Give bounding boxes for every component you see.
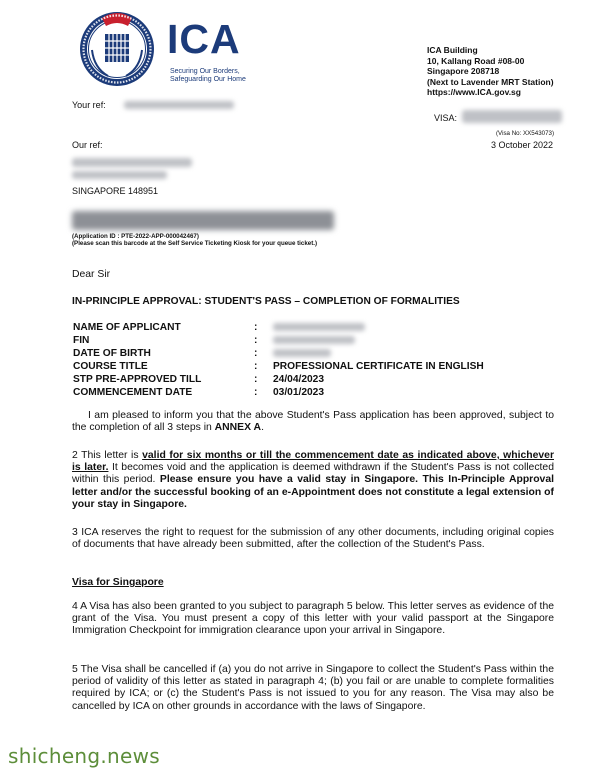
your-ref-label: Your ref:: [72, 100, 106, 110]
detail-value: [273, 321, 484, 334]
letter-subject: IN-PRINCIPLE APPROVAL: STUDENT'S PASS – COMPLETION OF FORMALITIES: [72, 296, 460, 307]
detail-label: FIN: [73, 335, 90, 346]
detail-label: DATE OF BIRTH: [73, 348, 151, 359]
detail-value: [273, 347, 484, 360]
visa-label: VISA:: [434, 113, 458, 123]
detail-label: NAME OF APPLICANT: [73, 322, 181, 333]
paragraph-1: [72, 410, 554, 434]
redacted-dob: [273, 349, 331, 357]
redacted-name: [273, 323, 365, 331]
applicant-details-table: [73, 321, 484, 399]
detail-colon: :: [254, 361, 258, 372]
detail-value: [273, 334, 484, 347]
detail-value: PROFESSIONAL CERTIFICATE IN ENGLISH: [273, 361, 484, 372]
detail-label: COMMENCEMENT DATE: [73, 387, 193, 398]
ica-seal-logo: [78, 10, 156, 88]
tagline-line-2: Safeguarding Our Home: [170, 76, 246, 83]
letter-date: 3 October 2022: [491, 140, 554, 150]
ica-tagline: [170, 68, 246, 84]
redacted-your-ref: [124, 101, 234, 109]
paragraph-3: 3 ICA reserves the right to request for the submission of any other documents, including original copies of documents that have already been submitted, after the collection of the Student's Pass.: [72, 527, 554, 551]
redacted-recipient-address: [72, 171, 167, 179]
p2-validity: valid for six months or till the commencement date as indicated above, whichever is later.: [72, 450, 554, 474]
visa-number: (Visa No: XX543073): [496, 130, 555, 137]
address-line: https://www.ICA.gov.sg: [427, 87, 521, 97]
p1-text: I am pleased to inform you that the above Student's Pass application has been approved, subject to the completion of all 3 steps in: [72, 410, 554, 434]
detail-colon: :: [254, 322, 258, 333]
ica-wordmark: ICA: [167, 16, 241, 62]
redacted-recipient-name: [72, 158, 192, 167]
detail-label: COURSE TITLE: [73, 361, 148, 372]
redacted-visa: [462, 110, 562, 123]
paragraph-5: 5 The Visa shall be cancelled if (a) you do not arrive in Singapore to collect the Student's Pass within the period of validity of this letter as stated in paragraph 4; (b) you fail or are unable to complete formalities required by ICA; or (c) the Student's Pass is not issued to you for any reason. The Visa may also be cancelled by ICA on other grounds in accordance with the laws of Singapore.: [72, 664, 554, 712]
paragraph-2: [72, 450, 554, 511]
salutation: Dear Sir: [72, 269, 111, 280]
detail-row: [73, 347, 484, 360]
detail-value: 24/04/2023: [273, 374, 324, 385]
detail-value: 03/01/2023: [273, 387, 324, 398]
detail-colon: :: [254, 335, 258, 346]
p1-end: .: [261, 422, 264, 434]
annex-a-ref: ANNEX A: [214, 422, 262, 434]
detail-row: [73, 321, 484, 334]
detail-row: [73, 360, 484, 373]
p2-text-a: 2 This letter is: [72, 450, 143, 461]
detail-colon: :: [254, 387, 258, 398]
detail-colon: :: [254, 348, 258, 359]
detail-label: STP PRE-APPROVED TILL: [73, 374, 202, 385]
ica-address-block: [427, 45, 554, 98]
our-ref-label: Our ref:: [72, 140, 103, 150]
site-watermark: shicheng.news: [8, 744, 161, 768]
detail-colon: :: [254, 374, 258, 385]
recipient-postal: SINGAPORE 148951: [72, 186, 159, 196]
detail-row: [73, 373, 484, 386]
address-line: (Next to Lavender MRT Station): [427, 76, 554, 87]
address-line: 10, Kallang Road #08-00: [427, 55, 525, 66]
detail-row: [73, 386, 484, 399]
visa-section-heading: Visa for Singapore: [72, 577, 164, 588]
barcode-note: (Please scan this barcode at the Self Service Ticketing Kiosk for your queue ticket.): [72, 240, 318, 247]
application-id: (Application ID : PTE-2022-APP-000042467): [72, 233, 199, 240]
redacted-fin: [273, 336, 355, 344]
address-line: ICA Building: [427, 45, 478, 55]
paragraph-4: 4 A Visa has also been granted to you subject to paragraph 5 below. This letter serves as evidence of the grant of the Visa. You must present a copy of this letter with your valid passport at the Singapore Immigration Checkpoint for immigration clearance upon your arrival in Singapore.: [72, 601, 554, 637]
redacted-barcode: [72, 211, 334, 230]
detail-row: [73, 334, 484, 347]
p2-stay-notice: Please ensure you have a valid stay in Singapore. This In-Principle Approval letter and/or the successful booking of an e-Appointment does not constitute a legal extension of your stay in Singapore.: [72, 474, 555, 510]
address-line: Singapore 208718: [427, 66, 500, 76]
p2-text-c: It becomes void and the application is deemed withdrawn if the Student's Pass is not collected within this period.: [72, 462, 554, 486]
tagline-line-1: Securing Our Borders,: [170, 68, 240, 75]
